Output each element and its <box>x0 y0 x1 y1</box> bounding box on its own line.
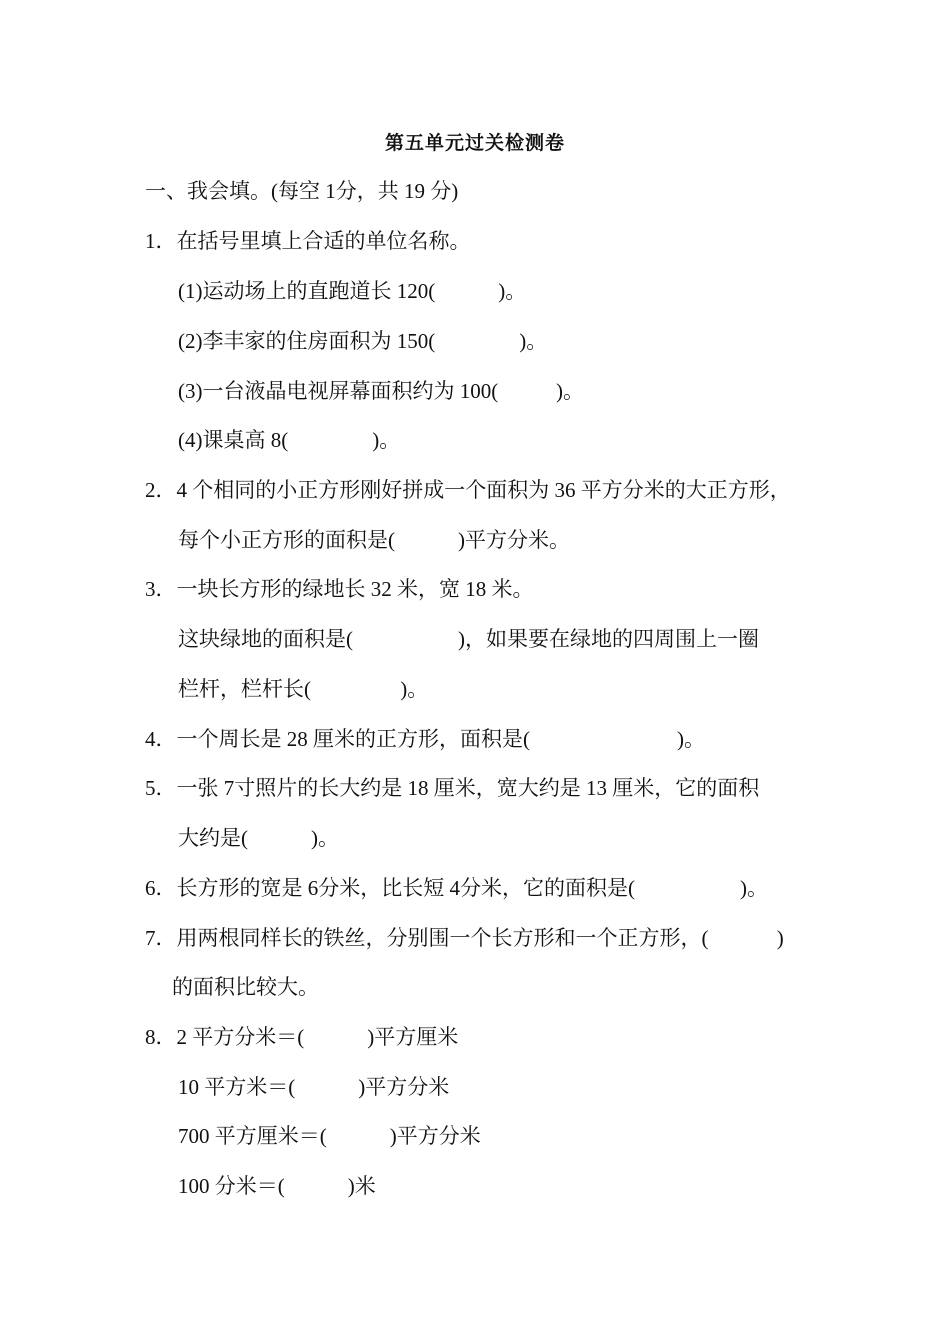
question-3-line-3: 栏杆，栏杆长( )。 <box>178 677 429 701</box>
question-1-3: (3)一台液晶电视屏幕面积约为 100( )。 <box>178 379 584 403</box>
question-7-line-2: 的面积比较大。 <box>172 975 319 999</box>
question-8-line-4: 100 分米＝( )米 <box>178 1174 376 1198</box>
question-3-line-2: 这块绿地的面积是( )，如果要在绿地的四周围上一圈 <box>178 627 759 651</box>
question-5-line-1: 5．一张 7寸照片的长大约是 18 厘米，宽大约是 13 厘米，它的面积 <box>145 776 760 800</box>
question-1-4: (4)课桌高 8( )。 <box>178 428 401 452</box>
question-5-line-2: 大约是( )。 <box>178 826 339 850</box>
question-8-line-3: 700 平方厘米＝( )平方分米 <box>178 1124 481 1148</box>
question-1: 1．在括号里填上合适的单位名称。 <box>145 229 471 253</box>
question-8-line-1: 8．2 平方分米＝( )平方厘米 <box>145 1025 459 1049</box>
question-1-1: (1)运动场上的直跑道长 120( )。 <box>178 279 527 303</box>
question-2-line-1: 2．4 个相同的小正方形刚好拼成一个面积为 36 平方分米的大正方形， <box>145 478 791 502</box>
question-2-line-2: 每个小正方形的面积是( )平方分米。 <box>178 528 570 552</box>
question-7-line-1: 7．用两根同样长的铁丝，分别围一个长方形和一个正方形，( ) <box>145 926 784 950</box>
question-6: 6．长方形的宽是 6分米，比长短 4分米，它的面积是( )。 <box>145 876 768 900</box>
question-3-line-1: 3．一块长方形的绿地长 32 米，宽 18 米。 <box>145 577 534 601</box>
page-title: 第五单元过关检测卷 <box>384 132 565 154</box>
question-4: 4．一个周长是 28 厘米的正方形，面积是( )。 <box>145 727 705 751</box>
section-heading: 一、我会填。(每空 1分，共 19 分) <box>145 179 459 203</box>
question-1-2: (2)李丰家的住房面积为 150( )。 <box>178 329 548 353</box>
question-8-line-2: 10 平方米＝( )平方分米 <box>178 1075 450 1099</box>
